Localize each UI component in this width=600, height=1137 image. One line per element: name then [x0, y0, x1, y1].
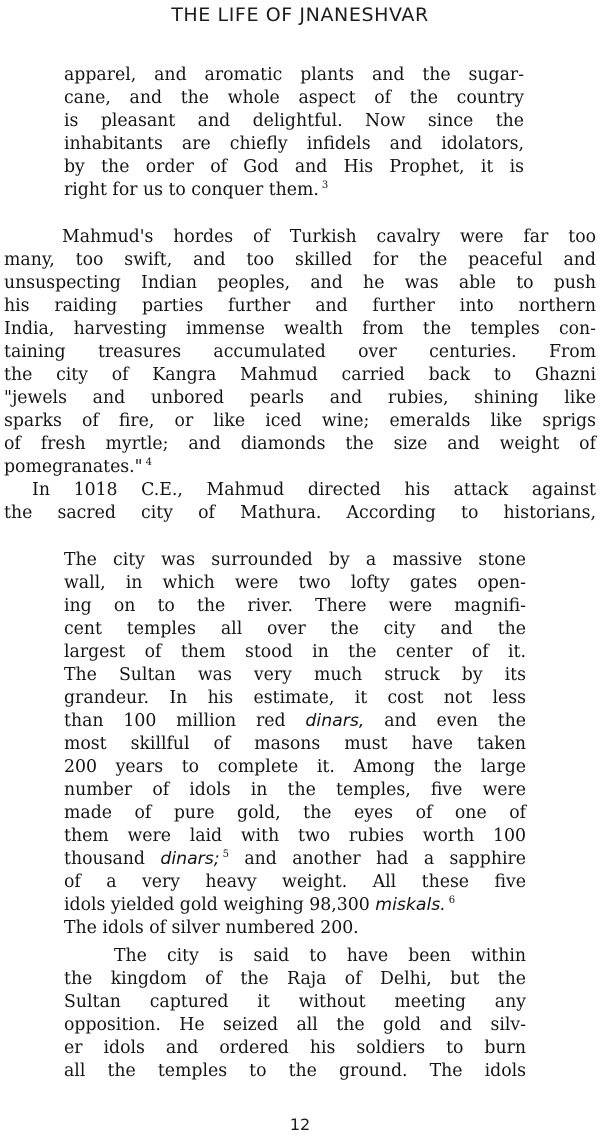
text-line: many, too swift, and too skilled for the peaceful and [4, 250, 596, 270]
text-line: largest of them stood in the center of it. [64, 642, 526, 662]
text-line: number of idols in the temples, five were [64, 780, 526, 800]
text-line [64, 848, 526, 871]
text-line: of fresh myrtle; and diamonds the size and weight of [4, 434, 596, 454]
text-line: cent temples all over the city and the [64, 619, 526, 639]
text-line: made of pure gold, the eyes of one of [64, 803, 526, 823]
italic-term: dinars; [160, 849, 220, 869]
text-line: apparel, and aromatic plants and the sugar- [64, 65, 524, 85]
text-line: "jewels and unbored pearls and rubies, shining like [4, 388, 596, 408]
text-line [4, 456, 596, 479]
text-line: taining treasures accumulated over centuries. From [4, 342, 596, 362]
text-line: sparks of fire, or like iced wine; emeralds like sprigs [4, 411, 596, 431]
text-line: 200 years to complete it. Among the large [64, 757, 526, 777]
text-line: most skillful of masons must have taken [64, 734, 526, 754]
text-line: In 1018 C.E., Mahmud directed his attack against [32, 480, 596, 500]
text-line: by the order of God and His Prophet, it is [64, 157, 524, 177]
text-line: inhabitants are chiefly infidels and idolators, [64, 134, 524, 154]
footnote-marker: 4 [145, 457, 152, 469]
text-line: The city is said to have been within [114, 946, 526, 966]
text-line: unsuspecting Indian peoples, and he was able to push [4, 273, 596, 293]
text-span: than 100 million red [64, 711, 286, 731]
text-line: them were laid with two rubies worth 100 [64, 826, 526, 846]
footnote-marker: 6 [448, 895, 456, 907]
text-line: the city of Kangra Mahmud carried back to Ghazni [4, 365, 596, 385]
text-line: his raiding parties further and further into northern [4, 296, 596, 316]
footnote-marker: 5 [222, 849, 229, 861]
text-span: and another had a sapphire [244, 849, 526, 869]
text-line: India, harvesting immense wealth from the temples con- [4, 319, 596, 339]
text-line: The Sultan was very much struck by its [64, 665, 526, 685]
text-span: right for us to conquer them. [64, 180, 319, 200]
text-span: pomegranates." [4, 457, 143, 477]
italic-term: dinars, [305, 711, 365, 731]
italic-term: miskals. [375, 895, 446, 915]
text-line [64, 179, 524, 202]
text-line: wall, in which were two lofty gates open- [64, 573, 526, 593]
footnote-marker: 3 [321, 180, 329, 192]
text-line: opposition. He seized all the gold and silv- [64, 1015, 526, 1035]
text-line [64, 894, 526, 917]
text-span: idols yielded gold weighing 98,300 [64, 895, 370, 915]
text-line: grandeur. In his estimate, it cost not less [64, 688, 526, 708]
text-line: The idols of silver numbered 200. [64, 918, 359, 938]
text-line: is pleasant and delightful. Now since the [64, 111, 524, 131]
running-head: THE LIFE OF JNANESHVAR [171, 4, 429, 26]
text-line: ing on to the river. There were magnifi- [64, 596, 526, 616]
text-line: of a very heavy weight. All these five [64, 872, 526, 892]
text-line: er idols and ordered his soldiers to burn [64, 1038, 526, 1058]
text-line: Mahmud's hordes of Turkish cavalry were far too [62, 227, 596, 247]
text-line: all the temples to the ground. The idols [64, 1061, 526, 1081]
text-line [64, 710, 526, 733]
text-line: the kingdom of the Raja of Delhi, but the [64, 969, 526, 989]
text-line: The city was surrounded by a massive stone [64, 550, 526, 570]
text-span: and even the [384, 711, 526, 731]
text-line: cane, and the whole aspect of the country [64, 88, 524, 108]
text-line: Sultan captured it without meeting any [64, 992, 526, 1012]
text-span: thousand [64, 849, 145, 869]
page-number: 12 [289, 1115, 311, 1134]
text-line: the sacred city of Mathura. According to historians, [4, 503, 596, 523]
